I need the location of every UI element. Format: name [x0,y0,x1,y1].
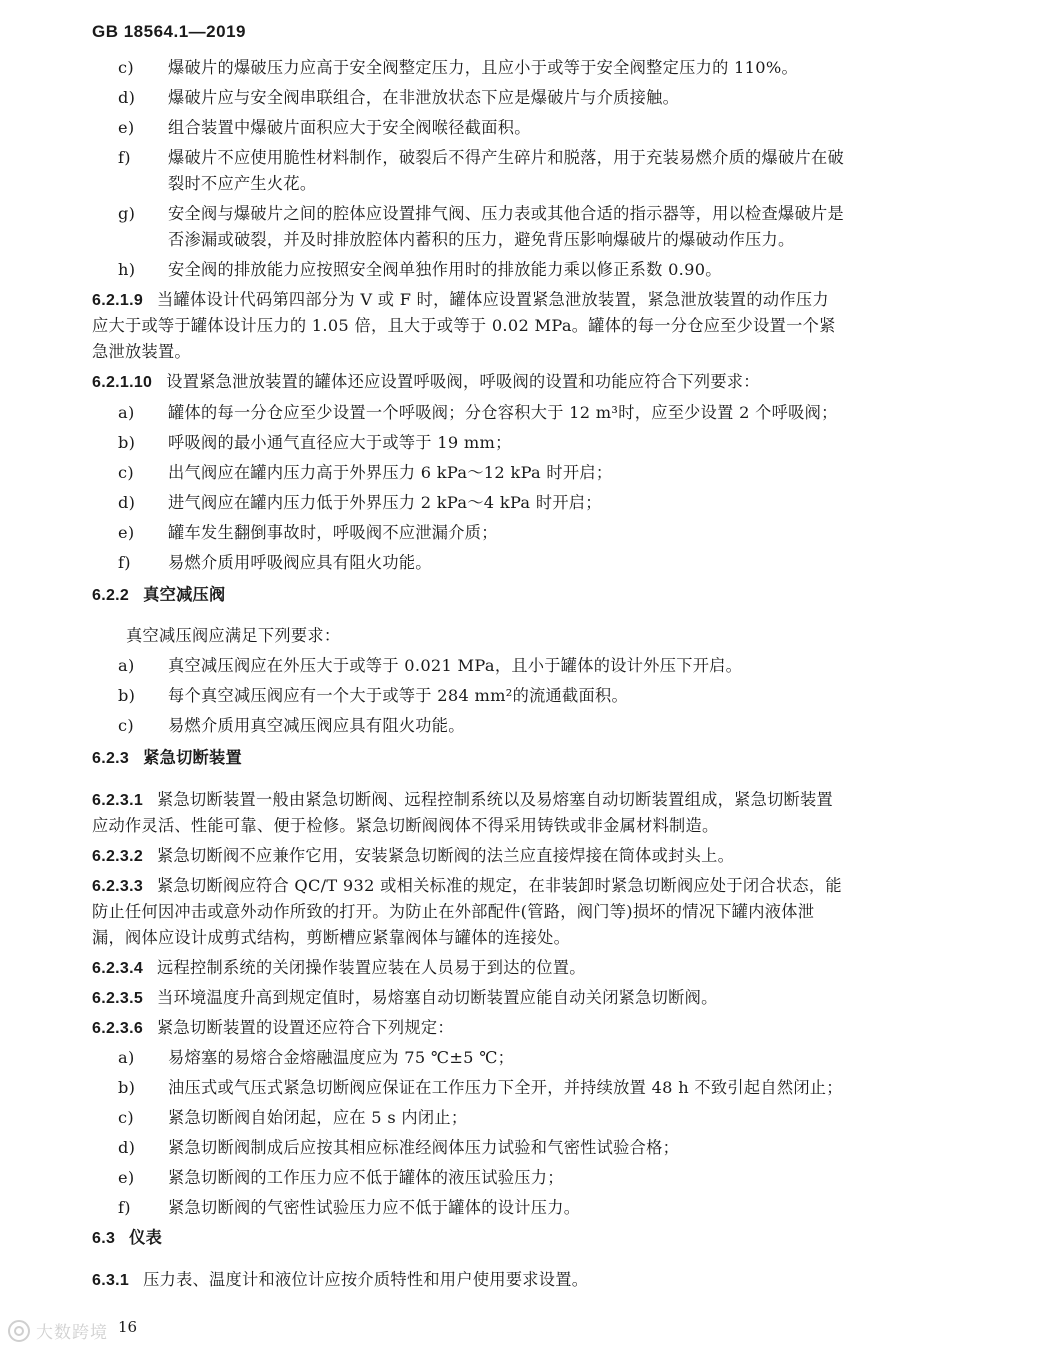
section-number: 6.2.2 [92,587,130,604]
list-item-label: g) [118,204,136,223]
watermark [6,1318,108,1343]
clause [92,1018,454,1039]
paragraph-line: 急泄放装置。 [92,342,191,361]
list-item-label: b) [118,433,136,452]
list-item [118,1108,467,1128]
list-item-text: 呼吸阀的最小通气直径应大于或等于 19 mm； [168,433,512,452]
list-item-label: b) [118,1078,136,1097]
list-item-label: b) [118,686,136,705]
section-title: 真空减压阀 [143,585,226,604]
list-item-text: 组合装置中爆破片面积应大于安全阀喉径截面积。 [168,118,531,137]
clause [92,790,833,811]
section-title: 紧急切断装置 [143,748,243,767]
paragraph-line: 应动作灵活、性能可靠、便于检修。紧急切断阀阀体不得采用铸铁或非金属材料制造。 [92,816,719,835]
clause [92,876,842,897]
list-item [118,204,844,224]
list-item-text: 安全阀与爆破片之间的腔体应设置排气阀、压力表或其他合适的指示器等，用以检查爆破片是 [168,204,844,223]
list-item [118,118,531,138]
section-title: 仪表 [129,1228,163,1247]
list-item [118,1078,843,1098]
list-item-label: c) [118,1108,134,1127]
list-item [118,433,512,453]
list-item-label: d) [118,1138,136,1157]
list-item [118,148,844,168]
list-item-label: c) [118,463,134,482]
watermark-logo-icon [6,1319,32,1343]
clause-text: 紧急切断装置一般由紧急切断阀、远程控制系统以及易熔塞自动切断装置组成，紧急切断装置 [157,790,834,809]
list-item-label: e) [118,118,135,137]
clause-number: 6.2.3.3 [92,878,144,895]
list-item-label: d) [118,88,136,107]
list-item-text: 爆破片应与安全阀串联组合，在非泄放状态下应是爆破片与介质接触。 [168,88,680,107]
list-item-label: e) [118,523,135,542]
list-item-text: 爆破片不应使用脆性材料制作，破裂后不得产生碎片和脱落，用于充装易燃介质的爆破片在破 [168,148,844,167]
clause-number: 6.2.3.1 [92,792,144,809]
clause-number: 6.2.3.4 [92,960,144,977]
clause [92,958,586,979]
clause-text: 紧急切断阀不应兼作它用，安装紧急切断阀的法兰应直接焊接在筒体或封头上。 [157,846,735,865]
clause-number: 6.2.1.10 [92,374,153,391]
list-item-text: 真空减压阀应在外压大于或等于 0.021 MPa，且小于罐体的设计外压下开启。 [168,656,743,675]
clause [92,1270,588,1291]
list-item [118,1198,580,1218]
list-item-label: h) [118,260,136,279]
clause-number: 6.2.3.5 [92,990,144,1007]
list-item [118,553,432,573]
list-item-text: 易燃介质用真空减压阀应具有阻火功能。 [168,716,465,735]
list-item-label: a) [118,1048,135,1067]
clause-text: 远程控制系统的关闭操作装置应装在人员易于到达的位置。 [157,958,586,977]
clause-number: 6.3.1 [92,1272,130,1289]
list-item-text: 紧急切断阀制成后应按其相应标准经阀体压力试验和气密性试验合格； [168,1138,680,1157]
list-item-text: 油压式或气压式紧急切断阀应保证在工作压力下全开，并持续放置 48 h 不致引起自然闭止； [168,1078,843,1097]
list-item-text: 每个真空减压阀应有一个大于或等于 284 mm²的流通截面积。 [168,686,628,705]
clause-text: 压力表、温度计和液位计应按介质特性和用户使用要求设置。 [143,1270,589,1289]
list-item [118,260,722,280]
list-item-label: a) [118,656,135,675]
watermark-text: 大数跨境 [36,1323,108,1343]
clause [92,846,734,867]
list-item [118,523,498,543]
list-item-text: 出气阀应在罐内压力高于外界压力 6 kPa～12 kPa 时开启； [168,463,613,482]
list-item [118,1168,564,1188]
list-item-label: f) [118,1198,131,1217]
list-item [118,58,798,78]
section-heading [92,585,226,606]
clause-text: 当罐体设计代码第四部分为 V 或 F 时，罐体应设置紧急泄放装置，紧急泄放装置的动作压力 [157,290,829,309]
list-item [118,1138,679,1158]
section-number: 6.2.3 [92,750,130,767]
list-item-text: 罐车发生翻倒事故时，呼吸阀不应泄漏介质； [168,523,498,542]
list-item-text: 紧急切断阀自始闭起，应在 5 s 内闭止； [168,1108,468,1127]
clause-text: 设置紧急泄放装置的罐体还应设置呼吸阀，呼吸阀的设置和功能应符合下列要求： [166,372,760,391]
paragraph-line: 真空减压阀应满足下列要求： [126,626,341,645]
section-heading [92,1228,162,1249]
section-number: 6.3 [92,1230,116,1247]
list-item [118,716,465,736]
clause-text: 当环境温度升高到规定值时，易熔塞自动切断装置应能自动关闭紧急切断阀。 [157,988,718,1007]
list-item-text: 紧急切断阀的工作压力应不低于罐体的液压试验压力； [168,1168,564,1187]
list-item-label: c) [118,716,134,735]
list-item [118,1048,514,1068]
list-item-label: c) [118,58,134,77]
clause-number: 6.2.3.2 [92,848,144,865]
clause-text: 紧急切断装置的设置还应符合下列规定： [157,1018,454,1037]
list-item [118,686,628,706]
clause [92,372,760,393]
list-item-label: f) [118,148,131,167]
list-item-text: 爆破片的爆破压力应高于安全阀整定压力，且应小于或等于安全阀整定压力的 110%。 [168,58,798,77]
list-item [118,174,316,194]
list-item-text: 易熔塞的易熔合金熔融温度应为 75 ℃±5 ℃； [168,1048,515,1067]
clause [92,988,718,1009]
list-item-label: d) [118,493,136,512]
list-item-text: 罐体的每一分仓应至少设置一个呼吸阀；分仓容积大于 12 m³时，应至少设置 2 个呼吸阀； [168,403,838,422]
list-item-text: 进气阀应在罐内压力低于外界压力 2 kPa～4 kPa 时开启； [168,493,602,512]
clause-number: 6.2.3.6 [92,1020,144,1037]
list-item-label: e) [118,1168,135,1187]
section-heading [92,748,242,769]
list-item [118,403,838,423]
clause-text: 紧急切断阀应符合 QC/T 932 或相关标准的规定，在非装卸时紧急切断阀应处于闭合状态，能 [157,876,842,895]
list-item [118,463,612,483]
list-item [118,656,742,676]
paragraph-line: 应大于或等于罐体设计压力的 1.05 倍，且大于或等于 0.02 MPa。罐体的每一分仓应至少设置一个紧 [92,316,836,335]
list-item-text: 安全阀的排放能力应按照安全阀单独作用时的排放能力乘以修正系数 0.90。 [168,260,722,279]
list-item-text: 紧急切断阀的气密性试验压力应不低于罐体的设计压力。 [168,1198,581,1217]
paragraph-line: 漏，阀体应设计成剪式结构，剪断槽应紧靠阀体与罐体的连接处。 [92,928,571,947]
clause [92,290,829,311]
list-item-label: a) [118,403,135,422]
list-item [118,88,679,108]
list-item-text: 易燃介质用呼吸阀应具有阻火功能。 [168,553,432,572]
clause-number: 6.2.1.9 [92,292,144,309]
list-item-label: f) [118,553,131,572]
list-item-text: 否渗漏或破裂，并及时排放腔体内蓄积的压力，避免背压影响爆破片的爆破动作压力。 [168,230,795,249]
paragraph-line: 防止任何因冲击或意外动作所致的打开。为防止在外部配件(管路，阀门等)损坏的情况下罐内液体泄 [92,902,815,921]
list-item [118,230,795,250]
list-item [118,493,602,513]
document-header: GB 18564.1—2019 [92,22,246,41]
page-number: 16 [118,1318,138,1336]
list-item-text: 裂时不应产生火花。 [168,174,317,193]
